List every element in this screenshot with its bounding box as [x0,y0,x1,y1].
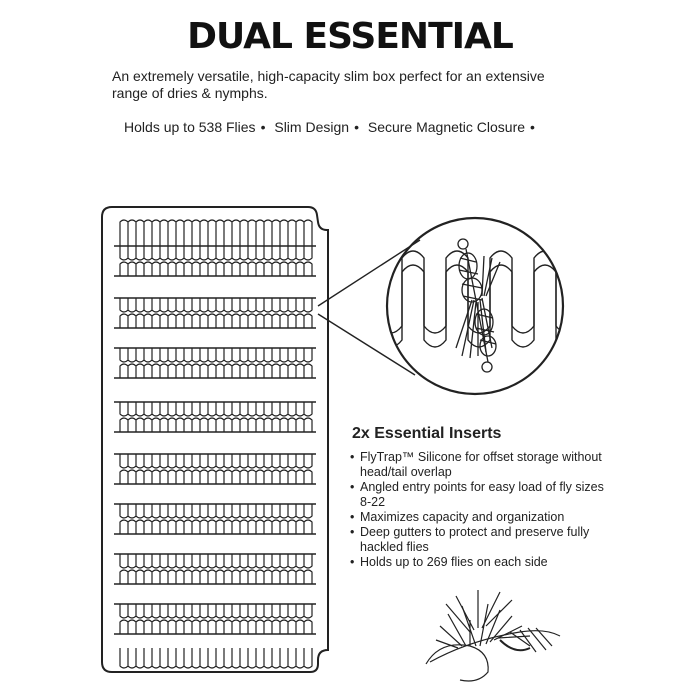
page-title: DUAL ESSENTIAL [187,16,513,57]
silicone-slot-row [120,554,312,568]
inserts-heading: 2x Essential Inserts [352,425,502,442]
bullet-dot: • [530,119,535,135]
list-item: • FlyTrap™ Silicone for offset storage without head/tail overlap [350,450,615,480]
silicone-row-group [114,220,316,668]
silicone-slot-row [120,298,312,312]
bullet-dot: • [260,119,266,135]
feature-slim: Slim Design [274,119,350,135]
silicone-slot-row [120,348,312,362]
magnifier-callout-icon [380,218,600,394]
feature-capacity: Holds up to 538 Flies [124,119,256,135]
silicone-slot-row [120,620,312,634]
list-item: • Holds up to 269 flies on each side [350,555,615,570]
nymph-fly-icon [456,239,500,372]
silicone-slot-row [120,220,312,246]
silicone-slot-row [120,314,312,328]
silicone-slot-row [120,520,312,534]
callout-line [318,240,420,306]
list-item: • Maximizes capacity and organization [350,510,615,525]
callout-line [318,314,415,375]
product-description: An extremely versatile, high-capacity slim box perfect for an extensive range of dries & nymphs. [112,68,545,101]
dry-fly-icon [426,590,560,681]
feature-closure: Secure Magnetic Closure [367,119,526,135]
list-item: • Deep gutters to protect and preserve fully hackled flies [350,525,615,555]
silicone-slot-row [120,364,312,378]
inserts-bullet-list [350,450,615,570]
silicone-slot-row [120,402,312,416]
silicone-slot-row [120,470,312,484]
silicone-slot-row [120,504,312,518]
silicone-slot-row [120,246,312,260]
list-item: • Angled entry points for easy load of fly sizes 8-22 [350,480,615,510]
silicone-slot-row [120,454,312,468]
silicone-slot-row [120,570,312,584]
bullet-dot: • [354,119,359,135]
silicone-slot-row [120,262,312,276]
silicone-slot-row [120,418,312,432]
silicone-slot-row [120,648,312,668]
silicone-slot-row [120,604,312,618]
